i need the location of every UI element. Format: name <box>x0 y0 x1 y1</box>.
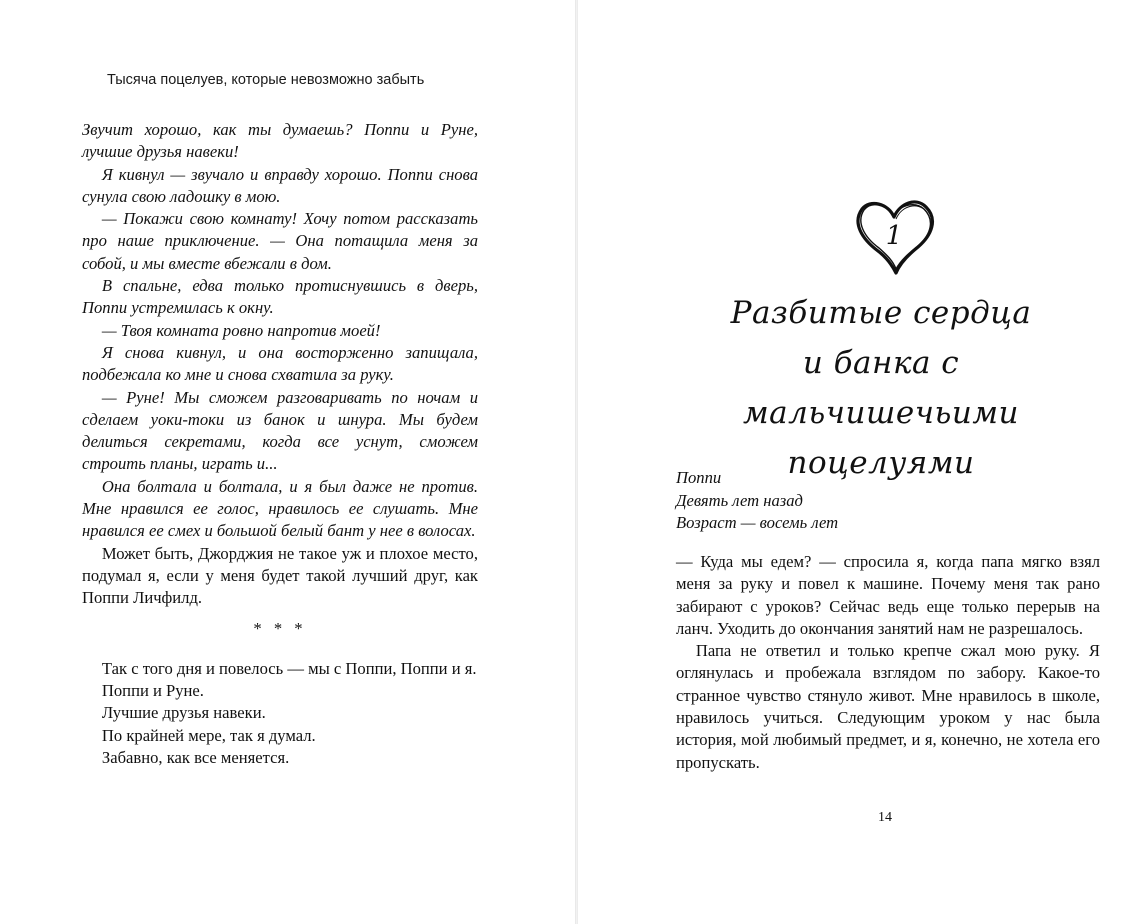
paragraph: В спальне, едва только протиснувшись в дверь, Поппи устремилась к окну. <box>82 276 478 318</box>
paragraph: Она болтала и болтала, и я был даже не против. Мне нравился ее голос, нравилось ее слушать. Мне нравился ее смех и большой белый бант у нее в волосах. <box>82 476 478 541</box>
paragraph: Забавно, как все меняется. <box>101 748 290 768</box>
chapter-title-line: поцелуями <box>787 445 975 481</box>
chapter-title <box>686 288 1076 488</box>
paragraph: — Твоя комната ровно напротив моей! <box>101 320 381 340</box>
right-page <box>578 0 1145 924</box>
paragraph: — Куда мы едем? — спросила я, когда папа мягко взял меня за руку и повел к машине. Почему меня так рано забирают с уроков? Сейчас ведь еще только перерыв на ланч. Уходить до окончания занятий нам не разрешалось. <box>676 552 1100 638</box>
paragraph: Может быть, Джорджия не такое уж и плохое место, подумал я, если у меня будет такой лучший друг, как Поппи Личфилд. <box>82 543 478 608</box>
paragraph: Папа не ответил и только крепче сжал мою руку. Я оглянулась и пробежала взглядом по забору. Какое-то странное чувство стянуло живот. Мне нравилось в школе, нравилось учиться. Следующим уроком у нас была история, мой любимый предмет, и я, конечно, не хотела его пропускать. <box>676 641 1100 772</box>
chapter-title-line: Разбитые сердца <box>730 295 1032 331</box>
paragraph: По крайней мере, так я думал. <box>101 725 316 745</box>
paragraph: Я кивнул — звучало и вправду хорошо. Поппи снова сунула свою ладошку в мою. <box>82 164 478 206</box>
paragraph: Поппи и Руне. <box>101 681 204 701</box>
paragraph: Так с того дня и повелось — мы с Поппи, Поппи и я. <box>101 658 477 678</box>
page-number: 14 <box>878 810 892 825</box>
running-head: Тысяча поцелуев, которые невозможно забыть <box>107 72 425 88</box>
paragraph: — Покажи свою комнату! Хочу потом рассказать про наше приключение. — Она потащила меня за собой, и мы вместе вбежали в дом. <box>82 209 478 273</box>
heart-icon <box>852 195 936 277</box>
chapter-meta <box>676 467 838 535</box>
left-page-text <box>82 119 478 769</box>
narrator-name: Поппи <box>676 468 722 487</box>
right-page-text <box>676 551 1100 774</box>
time-marker: Девять лет назад <box>676 490 803 510</box>
section-separator: * * * <box>253 618 307 638</box>
paragraph: Лучшие друзья навеки. <box>101 703 266 723</box>
paragraph: Я снова кивнул, и она восторженно запищала, подбежала ко мне и снова схватила за руку. <box>82 342 478 385</box>
paragraph: — Руне! Мы сможем разговаривать по ночам и сделаем уоки-токи из банок и шнура. Мы будем делиться секретами, когда все уснут, сможем строить планы, играть и... <box>82 387 478 474</box>
chapter-number: 1 <box>885 221 903 251</box>
chapter-title-line: и банка с мальчишечьими <box>742 345 1020 431</box>
paragraph: Звучит хорошо, как ты думаешь? Поппи и Руне, лучшие друзья навеки! <box>82 120 478 162</box>
age-marker: Возраст — восемь лет <box>676 513 839 532</box>
